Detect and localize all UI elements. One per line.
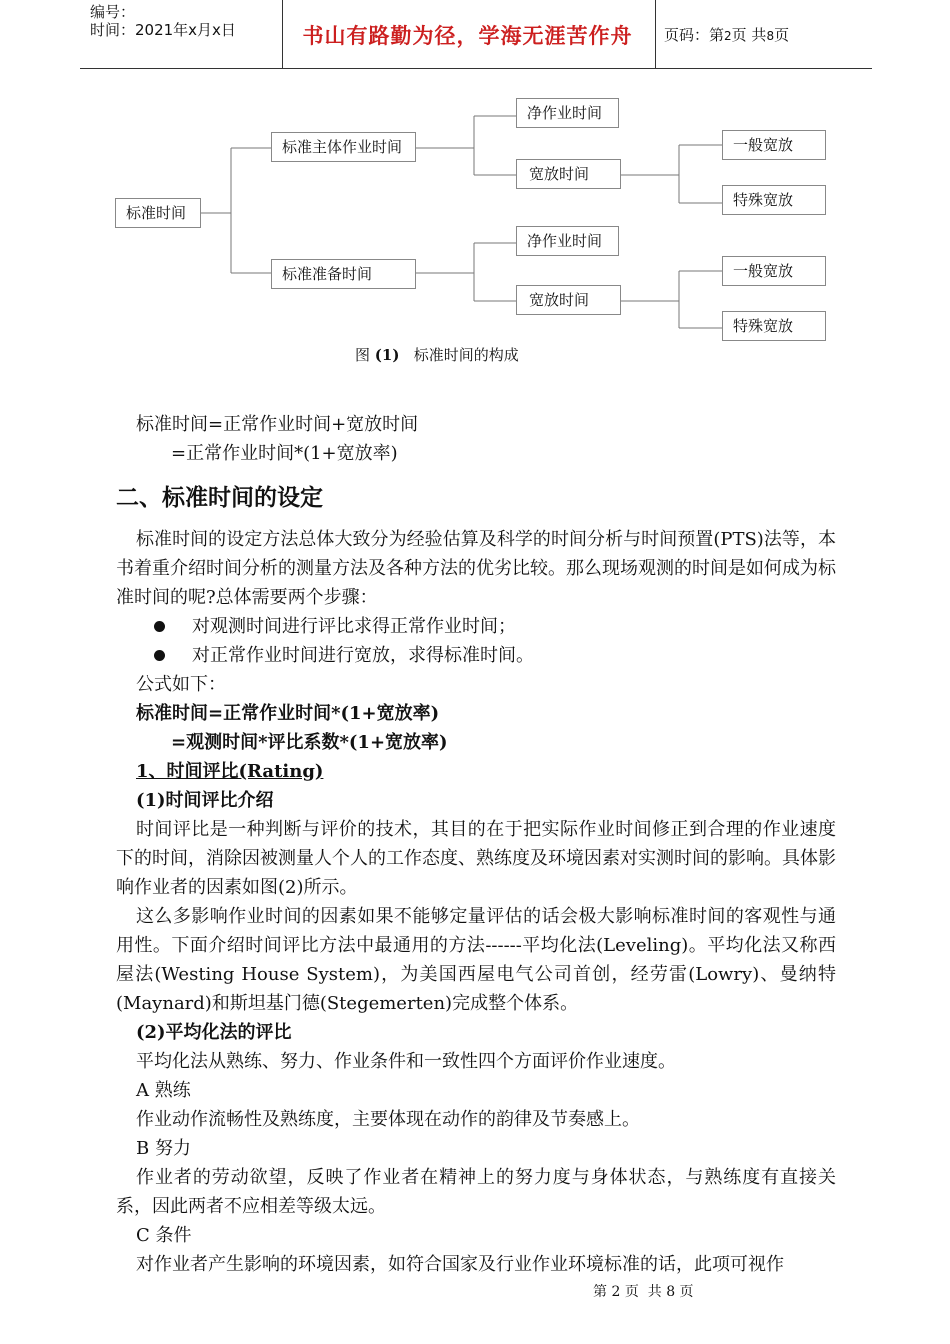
- formula-line: 标准时间=正常作业时间+宽放时间: [136, 414, 419, 435]
- subsubsection-title: (1)时间评比介绍: [136, 790, 274, 811]
- header-page-prefix: 页码：第: [664, 26, 725, 44]
- subsection-title: 1、时间评比(Rating): [136, 761, 324, 782]
- footer-total: 8: [666, 1284, 676, 1300]
- footer-current: 2: [611, 1284, 621, 1300]
- footer-mid: 页 共: [620, 1284, 667, 1300]
- formula-label: 公式如下：: [136, 674, 226, 695]
- node-main-work-time: 标准主体作业时间: [271, 132, 416, 162]
- node-net-work-time: 净作业时间: [516, 226, 619, 256]
- node-net-work-time: 净作业时间: [516, 98, 619, 128]
- header-page-suffix: 页: [774, 26, 790, 44]
- node-prep-time: 标准准备时间: [271, 259, 416, 289]
- figure-caption: [355, 344, 519, 365]
- footer-suffix: 页: [675, 1284, 694, 1300]
- item-title: C 条件: [136, 1225, 192, 1246]
- list-item: [116, 612, 836, 641]
- main-content: [116, 525, 836, 1279]
- header-number-label: 编号：: [90, 3, 136, 21]
- formula-bold-line: =观测时间*评比系数*(1+宽放率): [171, 732, 448, 753]
- header-motto: 书山有路勤为径，学海无涯苦作舟: [302, 24, 633, 48]
- bullet-icon: [154, 650, 165, 661]
- standard-time-diagram: [0, 0, 950, 380]
- node-general-allowance: 一般宽放: [722, 256, 826, 286]
- item-title: B 努力: [136, 1138, 191, 1159]
- bullet-icon: [154, 621, 165, 632]
- node-allowance-time: 宽放时间: [516, 285, 621, 315]
- section-2: [116, 480, 836, 516]
- footer-prefix: 第: [593, 1284, 612, 1300]
- formula-bold-line: 标准时间=正常作业时间*(1+宽放率): [136, 703, 440, 724]
- intro-paragraph: 标准时间的设定方法总体大致分为经验估算及科学的时间分析与时间预置(PTS)法等，本书着重介绍时间分析的测量方法及各种方法的优劣比较。那么现场观测的时间是如何成为标准时间的呢?总体需要两个步骤：: [116, 529, 836, 608]
- paragraph: 这么多影响作业时间的因素如果不能够定量评估的话会极大影响标准时间的客观性与通用性。下面介绍时间评比方法中最通用的方法------平均化法(Leveling)。平均化法又称西屋法(Westing House System)，为美国西屋电气公司首创，经劳雷(Lowry)、曼纳特(Maynard)和斯坦基门德(Stegemerten)完成整个体系。: [116, 906, 836, 1014]
- paragraph: 对作业者产生影响的环境因素，如符合国家及行业作业环境标准的话，此项可视作: [136, 1254, 784, 1275]
- paragraph: 平均化法从熟练、努力、作业条件和一致性四个方面评价作业速度。: [136, 1051, 676, 1072]
- item-title: A 熟练: [136, 1080, 191, 1101]
- node-special-allowance: 特殊宽放: [722, 185, 826, 215]
- subsubsection-title: (2)平均化法的评比: [136, 1022, 292, 1043]
- header-page-mid: 页 共: [731, 26, 767, 44]
- page-footer: [593, 1281, 694, 1301]
- paragraph: 时间评比是一种判断与评价的技术，其目的在于把实际作业时间修正到合理的作业速度下的时间，消除因被测量人个人的工作态度、熟练度及环境因素对实测时间的影响。具体影响作业者的因素如图(2)所示。: [116, 819, 836, 898]
- header-page-total: 8: [766, 29, 775, 43]
- node-allowance-time: 宽放时间: [516, 159, 621, 189]
- caption-text: 标准时间的构成: [399, 346, 519, 364]
- node-standard-time: 标准时间: [115, 198, 201, 228]
- formula-block-1: [116, 410, 836, 468]
- header-time: 时间：2021年x月x日: [90, 21, 236, 39]
- paragraph: 作业动作流畅性及熟练度，主要体现在动作的韵律及节奏感上。: [136, 1109, 640, 1130]
- formula-line: =正常作业时间*(1+宽放率): [171, 443, 398, 464]
- header-page-current: 2: [724, 29, 732, 43]
- caption-number: (1): [374, 346, 400, 364]
- paragraph: 作业者的劳动欲望，反映了作业者在精神上的努力度与身体状态，与熟练度有直接关系，因此两者不应相差等级太远。: [116, 1167, 836, 1217]
- caption-prefix: 图: [355, 346, 375, 364]
- list-item-text: 对观测时间进行评比求得正常作业时间；: [192, 616, 516, 637]
- list-item-text: 对正常作业时间进行宽放，求得标准时间。: [192, 645, 534, 666]
- node-special-allowance: 特殊宽放: [722, 311, 826, 341]
- list-item: [116, 641, 836, 670]
- node-general-allowance: 一般宽放: [722, 130, 826, 160]
- section-title: 二、标准时间的设定: [116, 485, 323, 511]
